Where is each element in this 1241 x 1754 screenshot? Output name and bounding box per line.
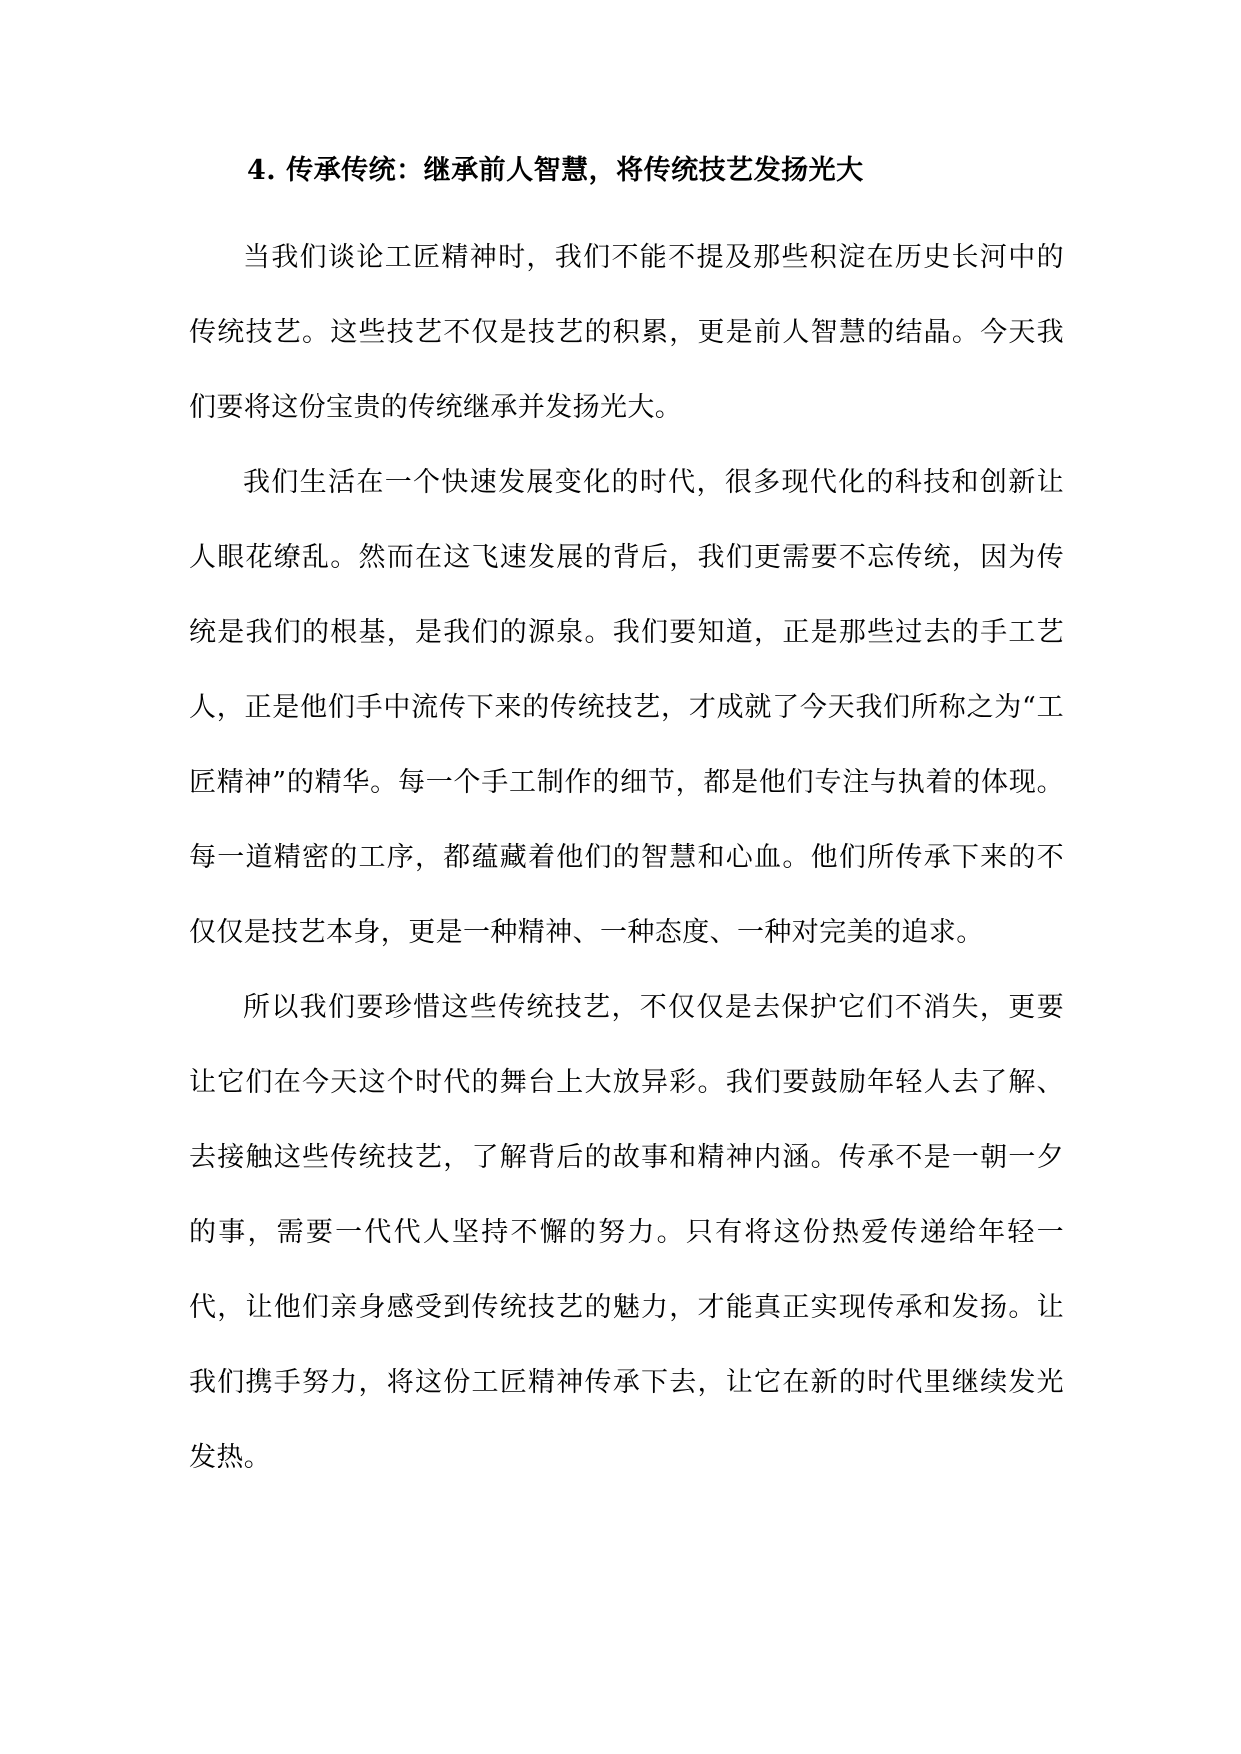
section-heading: 4. 传承传统：继承前人智慧，将传统技艺发扬光大 <box>247 155 864 186</box>
document-body <box>189 145 1064 1495</box>
paragraph-1: 当我们谈论工匠精神时，我们不能不提及那些积淀在历史长河中的传统技艺。这些技艺不仅是技艺的积累，更是前人智慧的结晶。今天我们要将这份宝贵的传统继承并发扬光大。 <box>189 242 1064 423</box>
paragraph-3: 所以我们要珍惜这些传统技艺，不仅仅是去保护它们不消失，更要让它们在今天这个时代的舞台上大放异彩。我们要鼓励年轻人去了解、去接触这些传统技艺，了解背后的故事和精神内涵。传承不是一朝一夕的事，需要一代代人坚持不懈的努力。只有将这份热爱传递给年轻一代，让他们亲身感受到传统技艺的魅力，才能真正实现传承和发扬。让我们携手努力，将这份工匠精神传承下去，让它在新的时代里继续发光发热。 <box>189 992 1064 1473</box>
paragraph-2: 我们生活在一个快速发展变化的时代，很多现代化的科技和创新让人眼花缭乱。然而在这飞速发展的背后，我们更需要不忘传统，因为传统是我们的根基，是我们的源泉。我们要知道，正是那些过去的手工艺人，正是他们手中流传下来的传统技艺，才成就了今天我们所称之为“工匠精神”的精华。每一个手工制作的细节，都是他们专注与执着的体现。每一道精密的工序，都蕴藏着他们的智慧和心血。他们所传承下来的不仅仅是技艺本身，更是一种精神、一种态度、一种对完美的追求。 <box>189 467 1064 948</box>
